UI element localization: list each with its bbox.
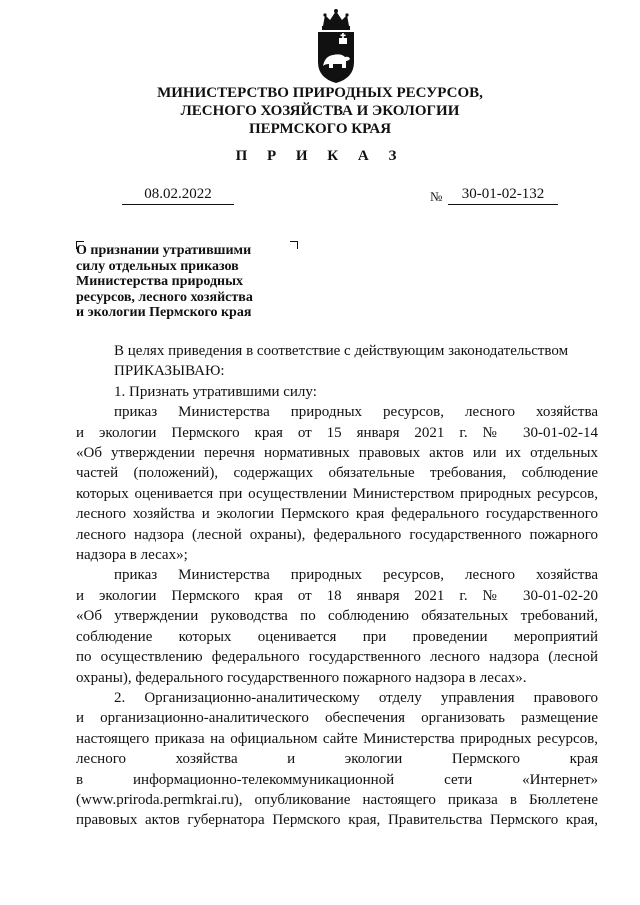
- item-1b-line: по осуществлению федерального государственного лесного надзора (лесной: [76, 649, 598, 666]
- document-body: [76, 341, 598, 831]
- item-1a-line: приказ Министерства природных ресурсов, лесного хозяйства: [114, 404, 598, 421]
- item-1-heading: 1. Признать утратившими силу:: [114, 383, 317, 400]
- item-2-line: в информационно-телекоммуникационной сети «Интернет»: [76, 771, 598, 788]
- subject-line: силу отдельных приказов: [76, 258, 239, 274]
- item-1a-line: частей (положений), содержащих обязательные требования, соблюдение: [76, 465, 598, 482]
- document-type: П Р И К А З: [235, 148, 405, 164]
- item-2-line: 2. Организационно-аналитическому отделу управления правового: [114, 689, 598, 706]
- item-1a-line: «Об утверждении перечня нормативных правовых актов или их отдельных: [76, 445, 598, 462]
- number-sign: №: [430, 189, 443, 204]
- item-1b-line: и экологии Пермского края от 18 января 2021 г. № 30-01-02-20: [76, 587, 598, 604]
- subject-line: О признании утратившими: [76, 243, 252, 258]
- ministry-name-line: ЛЕСНОГО ХОЗЯЙСТВА И ЭКОЛОГИИ: [180, 103, 460, 119]
- subject-line: и экологии Пермского края: [76, 305, 252, 320]
- ministry-name: [0, 84, 640, 138]
- item-2-line: (www.priroda.permkrai.ru), опубликование настоящего приказа в Бюллетене: [76, 791, 598, 808]
- item-1a-line: лесного надзора (лесной охраны), федерального государственного пожарного: [76, 526, 598, 543]
- item-1b-line: «Об утверждении руководства по соблюдению обязательных требований,: [76, 608, 598, 625]
- item-1a-line: которых оценивается при осуществлении Министерством природных ресурсов,: [76, 485, 598, 502]
- coat-of-arms-icon: [303, 6, 369, 86]
- item-1b-line: охраны), федерального государственного пожарного надзора в лесах».: [76, 669, 527, 686]
- ministry-name-line: ПЕРМСКОГО КРАЯ: [248, 121, 392, 137]
- ministry-name-line: МИНИСТЕРСТВО ПРИРОДНЫХ РЕСУРСОВ,: [157, 85, 483, 101]
- order-keyword: ПРИКАЗЫВАЮ:: [114, 363, 225, 380]
- item-1b-line: приказ Министерства природных ресурсов, лесного хозяйства: [114, 567, 598, 584]
- item-1b-line: соблюдение которых оценивается при проведении мероприятий: [76, 628, 598, 645]
- item-1a-line: лесного хозяйства и экологии Пермского края федерального государственного: [76, 506, 598, 523]
- document-date: 08.02.2022: [122, 186, 234, 205]
- item-2-line: правовых актов губернатора Пермского края, Правительства Пермского края,: [76, 812, 598, 829]
- document-subject: [76, 243, 286, 321]
- subject-line: Министерства природных: [76, 274, 244, 289]
- subject-bracket-right: [290, 241, 298, 249]
- item-2-line: настоящего приказа на официальном сайте Министерства природных ресурсов,: [76, 730, 598, 747]
- item-1a-line: и экологии Пермского края от 15 января 2021 г. № 30-01-02-14: [76, 424, 598, 441]
- document-number: 30-01-02-132: [448, 186, 558, 205]
- item-1a-line: надзора в лесах»;: [76, 547, 188, 564]
- item-2-line: лесного хозяйства и экологии Пермского края: [76, 751, 598, 768]
- preamble: В целях приведения в соответствие с действующим законодательством: [114, 343, 569, 359]
- item-2-line: и организационно-аналитического обеспечения организовать размещение: [76, 710, 598, 727]
- subject-line: ресурсов, лесного хозяйства: [76, 289, 253, 305]
